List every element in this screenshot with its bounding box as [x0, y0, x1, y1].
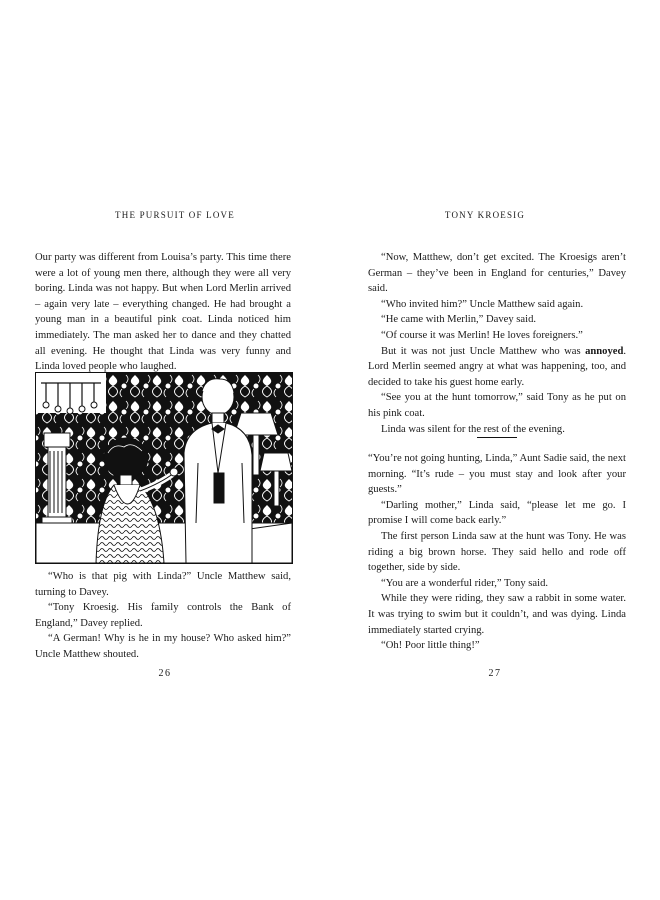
running-head-right: TONY KROESIG — [444, 210, 526, 220]
paragraph: “Now, Matthew, don’t get excited. The Kroesigs aren’t German – they’ve been in England for centuries,” Davey said. — [368, 252, 626, 295]
page-number-left: 26 — [158, 668, 172, 679]
right-text-top — [368, 250, 626, 437]
paragraph: While they were riding, they saw a rabbit in some water. It was trying to swim but it couldn’t, and was dying. Linda immediately started crying. — [368, 593, 626, 636]
paragraph: “Tony Kroesig. His family controls the Bank of England,” Davey replied. — [35, 602, 291, 629]
paragraph: “Oh! Poor little thing!” — [381, 640, 480, 652]
paragraph: “He came with Merlin,” Davey said. — [381, 314, 537, 326]
paragraph: “Darling mother,” Linda said, “please let me go. I promise I will come back early.” — [368, 499, 626, 527]
page-number-right: 27 — [488, 668, 502, 679]
chandelier — [36, 373, 106, 414]
paragraph: Our party was different from Louisa’s party. This time there were a lot of young men there, although they were all very boring. Linda was not happy. But when Lord Merlin arrived – again very late – everything changed. He had brought a young man in a beautiful pink coat. Linda noticed him immediately. The man asked her to dance and they chatted all evening. He thought that Linda was very funny and Linda loved people who laughed. — [35, 252, 291, 373]
paragraph: “See you at the hunt tomorrow,” said Tony as he put on his pink coat. — [368, 392, 626, 419]
running-head-left: THE PURSUIT OF LOVE — [115, 210, 235, 220]
right-page — [330, 0, 660, 900]
glossary-word: annoyed — [585, 345, 624, 357]
paragraph-annoyed — [368, 344, 626, 391]
paragraph-fragment: But it was not just Uncle Matthew who was — [381, 345, 586, 357]
paragraph: The first person Linda saw at the hunt was Tony. He was riding a big brown horse. They said hello and rode off together, side by side. — [368, 530, 626, 574]
paragraph: “You’re not going hunting, Linda,” Aunt Sadie said, the next morning. “It’s rude – you must stay and look after your guests.” — [368, 453, 626, 496]
left-text-bottom — [35, 569, 291, 663]
scene-break-divider — [477, 437, 517, 438]
right-text-bottom — [368, 451, 626, 654]
paragraph: “You are a wonderful rider,” Tony said. — [381, 577, 549, 589]
paragraph: “Who invited him?” Uncle Matthew said again. — [381, 298, 584, 310]
left-text-top — [35, 250, 291, 375]
paragraph: “A German! Why is he in my house? Who asked him?” Uncle Matthew shouted. — [35, 633, 291, 660]
paragraph-fragment: . Lord Merlin seemed angry at what was happening, too, and decided to take his guest home early. — [368, 345, 626, 388]
paragraph: Linda was silent for the rest of the evening. — [381, 423, 565, 435]
paragraph: “Who is that pig with Linda?” Uncle Matthew said, turning to Davey. — [35, 571, 291, 598]
party-illustration — [35, 372, 293, 564]
paragraph: “Of course it was Merlin! He loves foreigners.” — [381, 329, 583, 341]
